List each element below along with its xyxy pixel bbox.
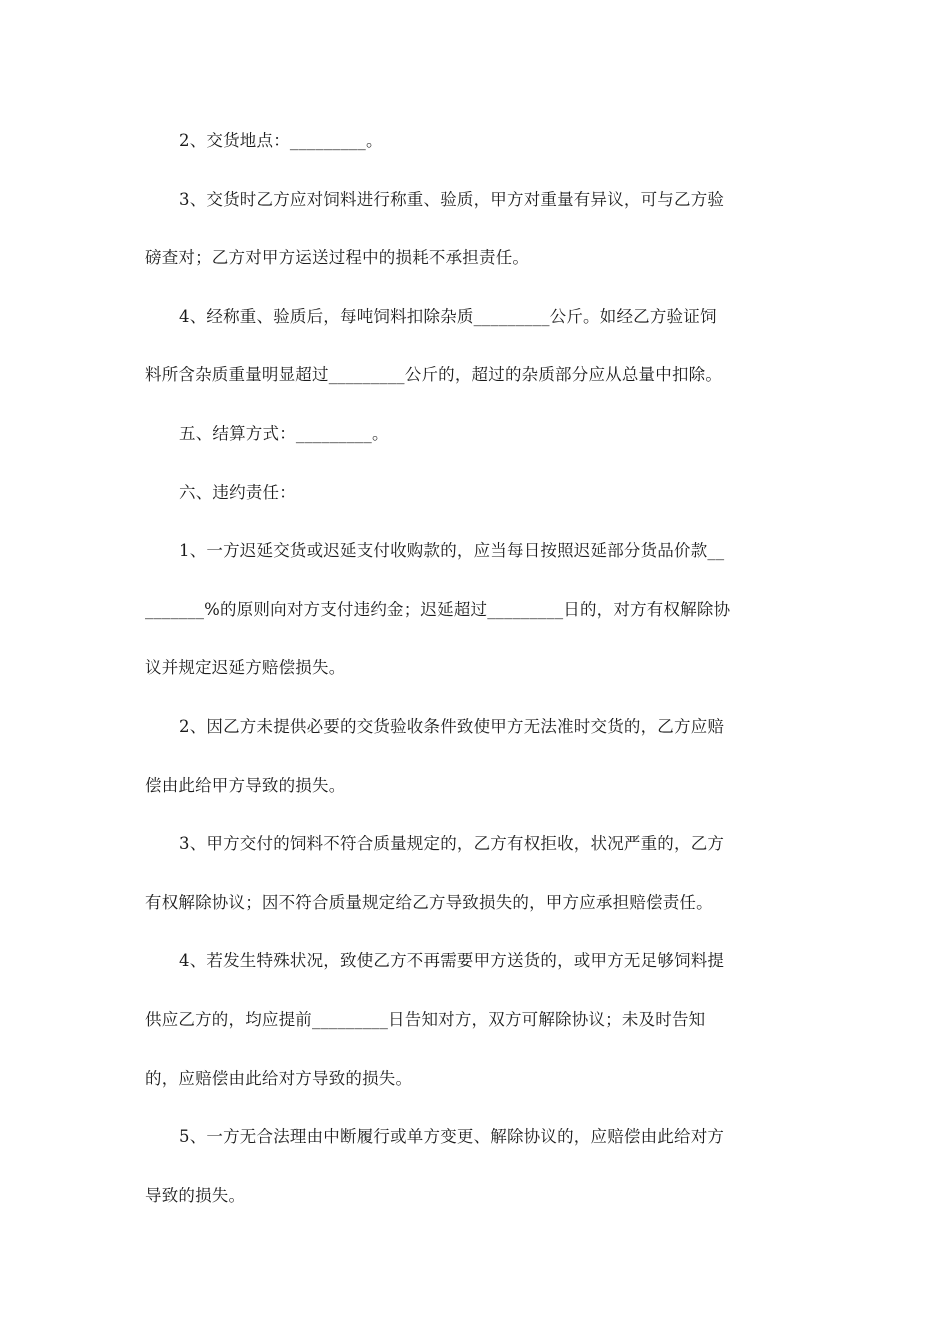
clause-delivery-location: 2、交货地点：_________。 [179, 131, 383, 150]
liability-2-line-1: 2、因乙方未提供必要的交货验收条件致使甲方无法准时交货的，乙方应赔 [179, 716, 725, 736]
liability-4-line-2: 供应乙方的，均应提前_________日告知对方，双方可解除协议；未及时告知 [145, 1009, 706, 1029]
liability-4-line-1: 4、若发生特殊状况，致使乙方不再需要甲方送货的，或甲方无足够饲料提 [179, 951, 725, 971]
section-liability-heading: 六、违约责任： [179, 482, 296, 502]
section-settlement-method: 五、结算方式：_________。 [179, 423, 389, 443]
liability-5-line-1: 5、一方无合法理由中断履行或单方变更、解除协议的，应赔偿由此给对方 [179, 1127, 725, 1147]
liability-4-line-3: 的，应赔偿由此给对方导致的损失。 [145, 1068, 413, 1088]
clause-weighing-line-1: 3、交货时乙方应对饲料进行称重、验质，甲方对重量有异议，可与乙方验 [179, 189, 725, 209]
clause-impurity-line-2: 料所含杂质重量明显超过_________公斤的，超过的杂质部分应从总量中扣除。 [145, 365, 723, 385]
document-body [145, 112, 805, 1225]
clause-impurity-line-1: 4、经称重、验质后，每吨饲料扣除杂质_________公斤。如经乙方验证饲 [179, 306, 717, 326]
liability-3-line-1: 3、甲方交付的饲料不符合质量规定的，乙方有权拒收，状况严重的，乙方 [179, 834, 725, 854]
liability-3-line-2: 有权解除协议；因不符合质量规定给乙方导致损失的，甲方应承担赔偿责任。 [145, 892, 713, 912]
liability-5-line-2: 导致的损失。 [145, 1185, 246, 1205]
liability-1-line-1: 1、一方迟延交货或迟延支付收购款的，应当每日按照迟延部分货品价款__ [179, 541, 725, 561]
liability-1-line-2: _______%的原则向对方支付违约金；迟延超过_________日的，对方有权解除协 [145, 599, 731, 619]
clause-weighing-line-2: 磅查对；乙方对甲方运送过程中的损耗不承担责任。 [145, 248, 530, 268]
liability-2-line-2: 偿由此给甲方导致的损失。 [145, 775, 346, 795]
liability-1-line-3: 议并规定迟延方赔偿损失。 [145, 658, 346, 678]
